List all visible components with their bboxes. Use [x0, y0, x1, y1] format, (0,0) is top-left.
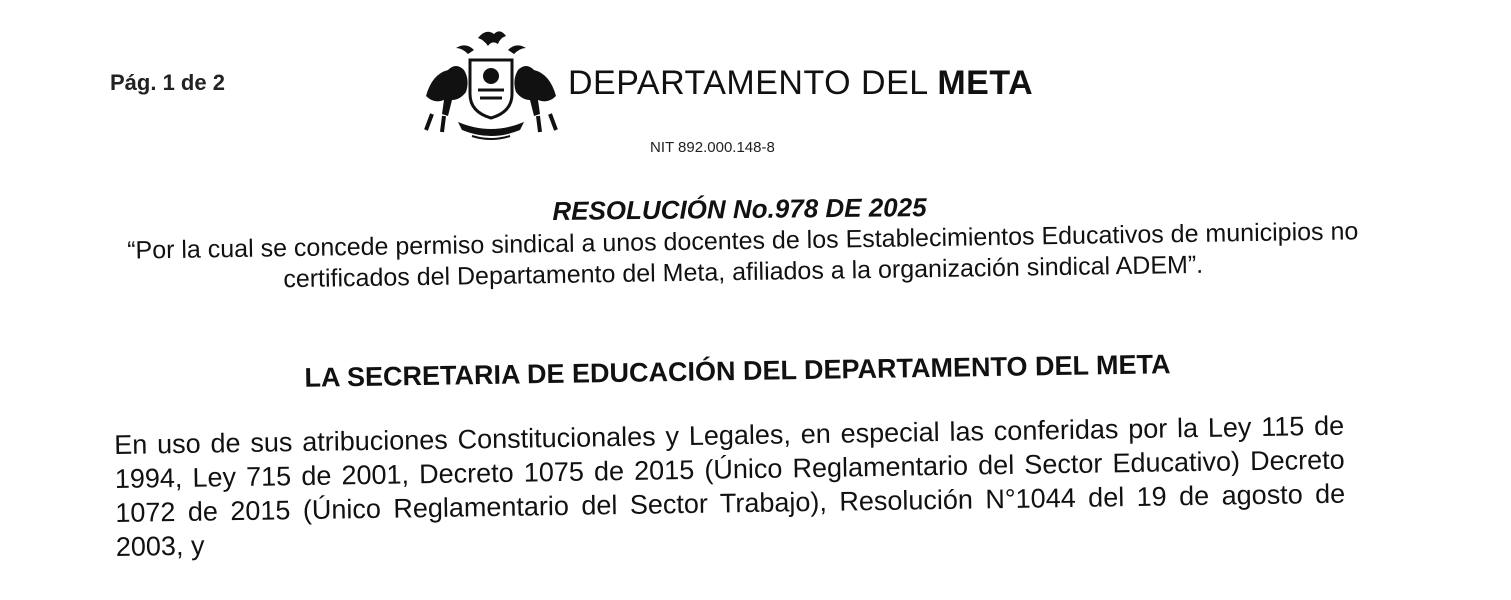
- nit-number: NIT 892.000.148-8: [650, 139, 775, 156]
- resolution-subtitle: “Por la cual se concede permiso sindical a unos docentes de los Establecimientos Educativos de municipios no certificados del Departamento del Meta, afiliados a la organización sindical ADEM”.: [126, 217, 1359, 294]
- resolution-title: RESOLUCIÓN No.978 DE 2025: [552, 192, 927, 226]
- department-title: [568, 64, 1033, 103]
- department-title-prefix: DEPARTAMENTO DEL: [568, 64, 938, 102]
- issuing-authority: LA SECRETARIA DE EDUCACIÓN DEL DEPARTAMENTO DEL META: [304, 349, 1171, 393]
- page-number: Pág. 1 de 2: [110, 70, 225, 95]
- body-paragraph: En uso de sus atribuciones Constitucionales y Legales, en especial las conferidas por la Ley 115 de 1994, Ley 715 de 2001, Decreto 1075 de 2015 (Único Reglamentario del Sector Educativo) Decreto 1072 de 2015 (Único Reglamentario del Sector Trabajo), Resolución N°1044 del 19 de agosto de 2003, y: [114, 410, 1346, 562]
- department-crest-icon: [418, 26, 564, 144]
- department-title-bold: META: [937, 64, 1034, 102]
